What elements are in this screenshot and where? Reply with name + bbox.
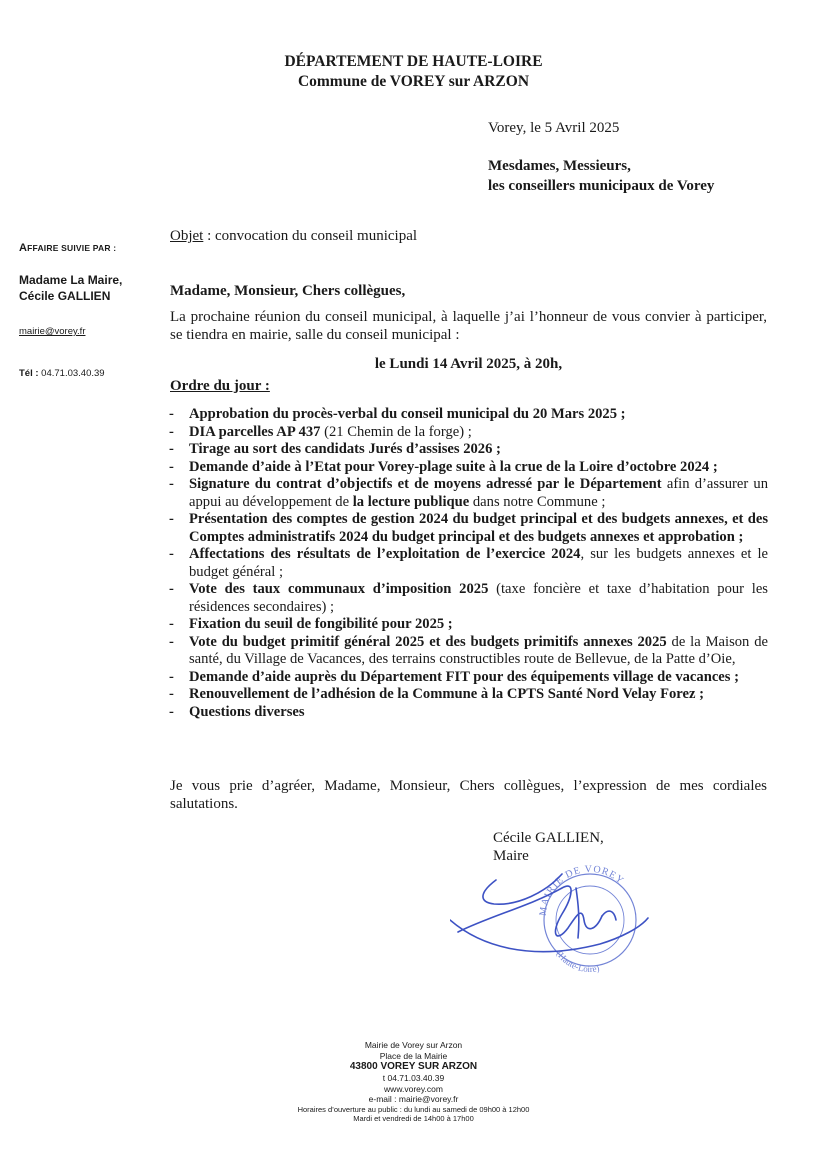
sidebar-title-initial: A [19,242,28,254]
agenda-item: - Signature du contrat d’objectifs et de moyens adressé par le Département afin d’assurer un appui au développement de la lecture publique dans notre Commune ; [168,476,768,511]
agenda-item: - Présentation des comptes de gestion 2024 du budget principal et des budgets annexes, et des Comptes administratifs 2024 du budget principal et des budgets annexes et approbation ; [168,511,768,546]
recipients-line-1: Mesdames, Messieurs, [488,158,631,174]
footer-line-2: Place de la Mairie [379,1050,448,1061]
subject-label: Objet [170,228,204,244]
agenda-item: - Tirage au sort des candidats Jurés d’assises 2026 ; [168,441,768,459]
agenda-item: - Demande d’aide auprès du Département FIT pour des équipements village de vacances ; [168,669,768,687]
agenda-item: - Fixation du seuil de fongibilité pour 2025 ; [168,616,768,634]
sidebar-title-rest: FFAIRE SUIVIE PAR : [27,243,117,253]
sidebar-phone [19,368,105,379]
agenda-item: - Affectations des résultats de l’exploitation de l’exercice 2024, sur les budgets annexes et le budget général ; [168,546,768,581]
footer-email[interactable]: e-mail : mairie@vorey.fr [368,1094,459,1104]
subject-text: : convocation du conseil municipal [203,228,418,244]
agenda-item: - Approbation du procès-verbal du conseil municipal du 20 Mars 2025 ; [168,406,768,424]
intro-paragraph: La prochaine réunion du conseil municipal, à laquelle j’ai l’honneur de vous convier à participer, se tiendra en mairie, salle du conseil municipal : [170,309,767,343]
recipients [488,156,714,196]
sidebar-name-line-1: Madame La Maire, [19,273,123,287]
signer-title: Maire [493,848,529,864]
footer-website[interactable]: www.vorey.com [384,1083,443,1094]
agenda-item: - Questions diverses [168,704,768,722]
closing-paragraph: Je vous prie d’agréer, Madame, Monsieur, Chers collègues, l’expression de mes cordiales salutations. [170,778,767,812]
signer-name: Cécile GALLIEN, [493,830,604,846]
agenda-title: Ordre du jour : [170,378,270,394]
footer-hours-2: Mardi et vendredi de 14h00 à 17h00 [353,1113,474,1123]
salutation: Madame, Monsieur, Chers collègues, [170,283,406,299]
footer-line-1: Mairie de Vorey sur Arzon [364,1040,463,1050]
agenda-item: - Renouvellement de l’adhésion de la Commune à la CPTS Santé Nord Velay Forez ; [168,686,768,704]
footer-city: 43800 VOREY SUR ARZON [349,1061,478,1072]
footer-phone: t 04.71.03.40.39 [382,1073,445,1083]
letterhead [0,52,827,92]
agenda-item: - Vote du budget primitif général 2025 et des budgets primitifs annexes 2025 de la Maison de santé, du Village de Vacances, des terrains constructibles route de Bellevue, de la Patte d’Oie, [168,634,768,669]
commune-title: Commune de VOREY sur ARZON [297,73,530,90]
meeting-date: le Lundi 14 Avril 2025, à 20h, [374,356,563,372]
agenda-item: - Vote des taux communaux d’imposition 2025 (taxe foncière et taxe d’habitation pour les résidences secondaires) ; [168,581,768,616]
agenda-item: - DIA parcelles AP 437 (21 Chemin de la forge) ; [168,424,768,442]
recipients-line-2: les conseillers municipaux de Vorey [488,178,715,194]
sidebar-phone-label: Tél : [19,368,39,379]
subject-line [170,228,417,245]
agenda-list [168,406,768,721]
footer-hours-1: Horaires d’ouverture au public : du lundi au samedi de 09h00 à 12h00 [297,1104,530,1114]
footer-address [0,1040,827,1123]
sidebar-name [19,272,122,304]
department-title: DÉPARTEMENT DE HAUTE-LOIRE [284,53,543,70]
sidebar-email-link[interactable]: mairie@vorey.fr [19,326,86,337]
signature-and-stamp [450,858,650,978]
stamp-top-text: MAIRIE DE VOREY [537,863,627,917]
sidebar-title [19,242,116,254]
mairie-stamp [538,864,636,974]
letter-date: Vorey, le 5 Avril 2025 [488,120,620,136]
sidebar-phone-value: 04.71.03.40.39 [41,368,105,379]
agenda-item: - Demande d’aide à l’Etat pour Vorey-plage suite à la crue de la Loire d’octobre 2024 ; [168,459,768,477]
stamp-bottom-text: (Haute-Loire) [554,948,601,975]
sidebar-name-line-2: Cécile GALLIEN [19,289,111,303]
